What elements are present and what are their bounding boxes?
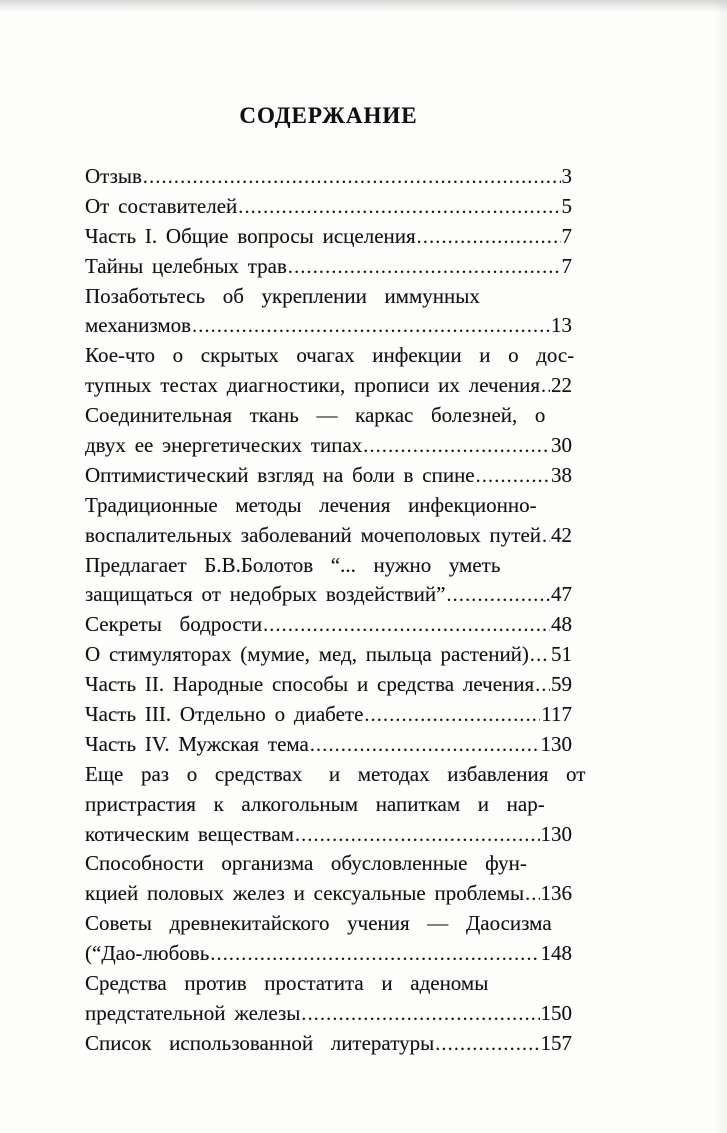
- toc-line: [85, 670, 572, 700]
- dot-leader: [476, 461, 550, 492]
- toc-line: [85, 760, 586, 790]
- toc-entry-text: Еще раз о средствах и методах избавления от: [85, 761, 586, 786]
- table-of-contents: [85, 162, 586, 1059]
- toc-line: [85, 311, 572, 341]
- toc-line: [85, 640, 572, 670]
- toc-entry-text: Список использованной литературы: [85, 1030, 435, 1055]
- toc-entry-text: Часть II. Народные способы и средства лечения: [85, 672, 535, 697]
- toc-page-number: 42: [551, 522, 572, 547]
- toc-entry-text: тупных тестах диагностики, прописи их лечения: [85, 373, 541, 398]
- toc-line: [85, 730, 572, 760]
- toc-line: [85, 401, 572, 431]
- dot-leader: [263, 610, 550, 641]
- dot-leader: [288, 252, 561, 283]
- toc-entry-text: Позаботьтесь об укреплении иммунных: [85, 283, 480, 308]
- toc-page-number: 5: [561, 193, 572, 218]
- toc-line: [85, 461, 572, 491]
- toc-line: [85, 431, 572, 461]
- toc-entry-text: предстательной железы: [85, 1000, 301, 1025]
- toc-page-number: 13: [551, 313, 572, 338]
- toc-page-number: 22: [551, 373, 572, 398]
- dot-leader: [210, 939, 539, 970]
- toc-entry-text: (“Дао-любовь: [85, 941, 210, 966]
- toc-entry-text: Соединительная ткань — каркас болезней, о: [85, 403, 546, 428]
- dot-leader: [530, 640, 550, 671]
- toc-line: [85, 610, 572, 640]
- toc-page-number: 148: [540, 941, 572, 966]
- toc-line: [85, 222, 572, 252]
- dot-leader: [435, 1029, 539, 1060]
- dot-leader: [446, 580, 550, 611]
- toc-line: [85, 162, 572, 192]
- toc-line: [85, 491, 572, 521]
- toc-entry-text: защищаться от недобрых воздействий”: [85, 582, 446, 607]
- toc-line: [85, 341, 575, 371]
- toc-entry-text: Тайны целебных трав: [85, 253, 287, 278]
- toc-entry-text: Традиционные методы лечения инфекционно-: [85, 492, 537, 517]
- dot-leader: [542, 521, 550, 552]
- toc-page-number: 51: [551, 642, 572, 667]
- page-title: СОДЕРЖАНИЕ: [239, 103, 418, 128]
- toc-line: [85, 999, 572, 1029]
- toc-entry-text: Оптимистический взгляд на боли в спине: [85, 462, 475, 487]
- toc-line: [85, 521, 572, 551]
- toc-entry-text: Способности организма обусловленные фун-: [85, 851, 527, 876]
- toc-page-number: 3: [561, 164, 572, 188]
- toc-entry-text: пристрастия к алкогольным напиткам и нар-: [85, 791, 545, 816]
- toc-page-number: 30: [551, 433, 572, 458]
- toc-line: [85, 192, 572, 222]
- toc-line: [85, 371, 572, 401]
- toc-line: [85, 580, 572, 610]
- toc-page-number: 157: [540, 1030, 572, 1055]
- dot-leader: [525, 879, 539, 910]
- toc-entry-text: Средства против простатита и аденомы: [85, 971, 489, 996]
- dot-leader: [238, 192, 560, 223]
- toc-page-number: 130: [540, 731, 572, 756]
- toc-line: [85, 252, 572, 282]
- toc-entry-text: Часть IV. Мужская тема: [85, 731, 309, 756]
- toc-page-number: 48: [551, 612, 572, 637]
- toc-line: [85, 820, 572, 850]
- toc-entry-text: кцией половых желез и сексуальные проблемы: [85, 881, 525, 906]
- dot-leader: [295, 820, 540, 851]
- toc-page-number: 7: [561, 253, 572, 278]
- toc-entry-text: Часть I. Общие вопросы исцеления: [85, 223, 416, 248]
- dot-leader: [363, 431, 550, 462]
- toc-page-number: 59: [551, 672, 572, 697]
- toc-entry-text: Советы древнекитайского учения — Даосизма: [85, 911, 552, 936]
- toc-line: [85, 909, 572, 939]
- toc-page-number: 7: [561, 223, 572, 248]
- dot-leader: [310, 730, 540, 761]
- toc-entry-text: Кое-что о скрытых очагах инфекции и о дос-: [85, 343, 575, 368]
- toc-line: [85, 879, 572, 909]
- toc-entry-text: котическим веществам: [85, 821, 294, 846]
- toc-entry-text: От составителей: [85, 193, 238, 218]
- dot-leader: [541, 371, 550, 402]
- toc-entry-text: воспалительных заболеваний мочеполовых путей: [85, 522, 542, 547]
- toc-entry-text: Отзыв: [85, 164, 142, 188]
- toc-entry-text: Предлагает Б.В.Болотов “... нужно уметь: [85, 552, 501, 577]
- toc-entry-text: О стимуляторах (мумие, мед, пыльца растений): [85, 642, 529, 667]
- dot-leader: [364, 700, 540, 731]
- toc-page-number: 38: [551, 462, 572, 487]
- toc-page-number: 47: [551, 582, 572, 607]
- toc-entry-text: двух ее энергетических типах: [85, 433, 363, 458]
- toc-entry-text: Часть III. Отдельно о диабете: [85, 702, 364, 727]
- toc-entry-text: Секреты бодрости: [85, 612, 263, 637]
- toc-page-number: 136: [540, 881, 572, 906]
- toc-line: [85, 551, 572, 581]
- toc-page-number: 130: [540, 821, 572, 846]
- toc-entry-text: механизмов: [85, 313, 192, 338]
- dot-leader: [417, 222, 561, 253]
- toc-line: [85, 1029, 572, 1059]
- dot-leader: [301, 999, 539, 1030]
- toc-line: [85, 700, 572, 730]
- toc-line: [85, 939, 572, 969]
- dot-leader: [535, 670, 550, 701]
- toc-page-number: 150: [540, 1000, 572, 1025]
- toc-line: [85, 849, 572, 879]
- dot-leader: [192, 311, 550, 342]
- toc-page-number: 117: [541, 702, 572, 727]
- toc-line: [85, 790, 572, 820]
- toc-line: [85, 282, 572, 312]
- toc-line: [85, 969, 572, 999]
- dot-leader: [143, 162, 561, 193]
